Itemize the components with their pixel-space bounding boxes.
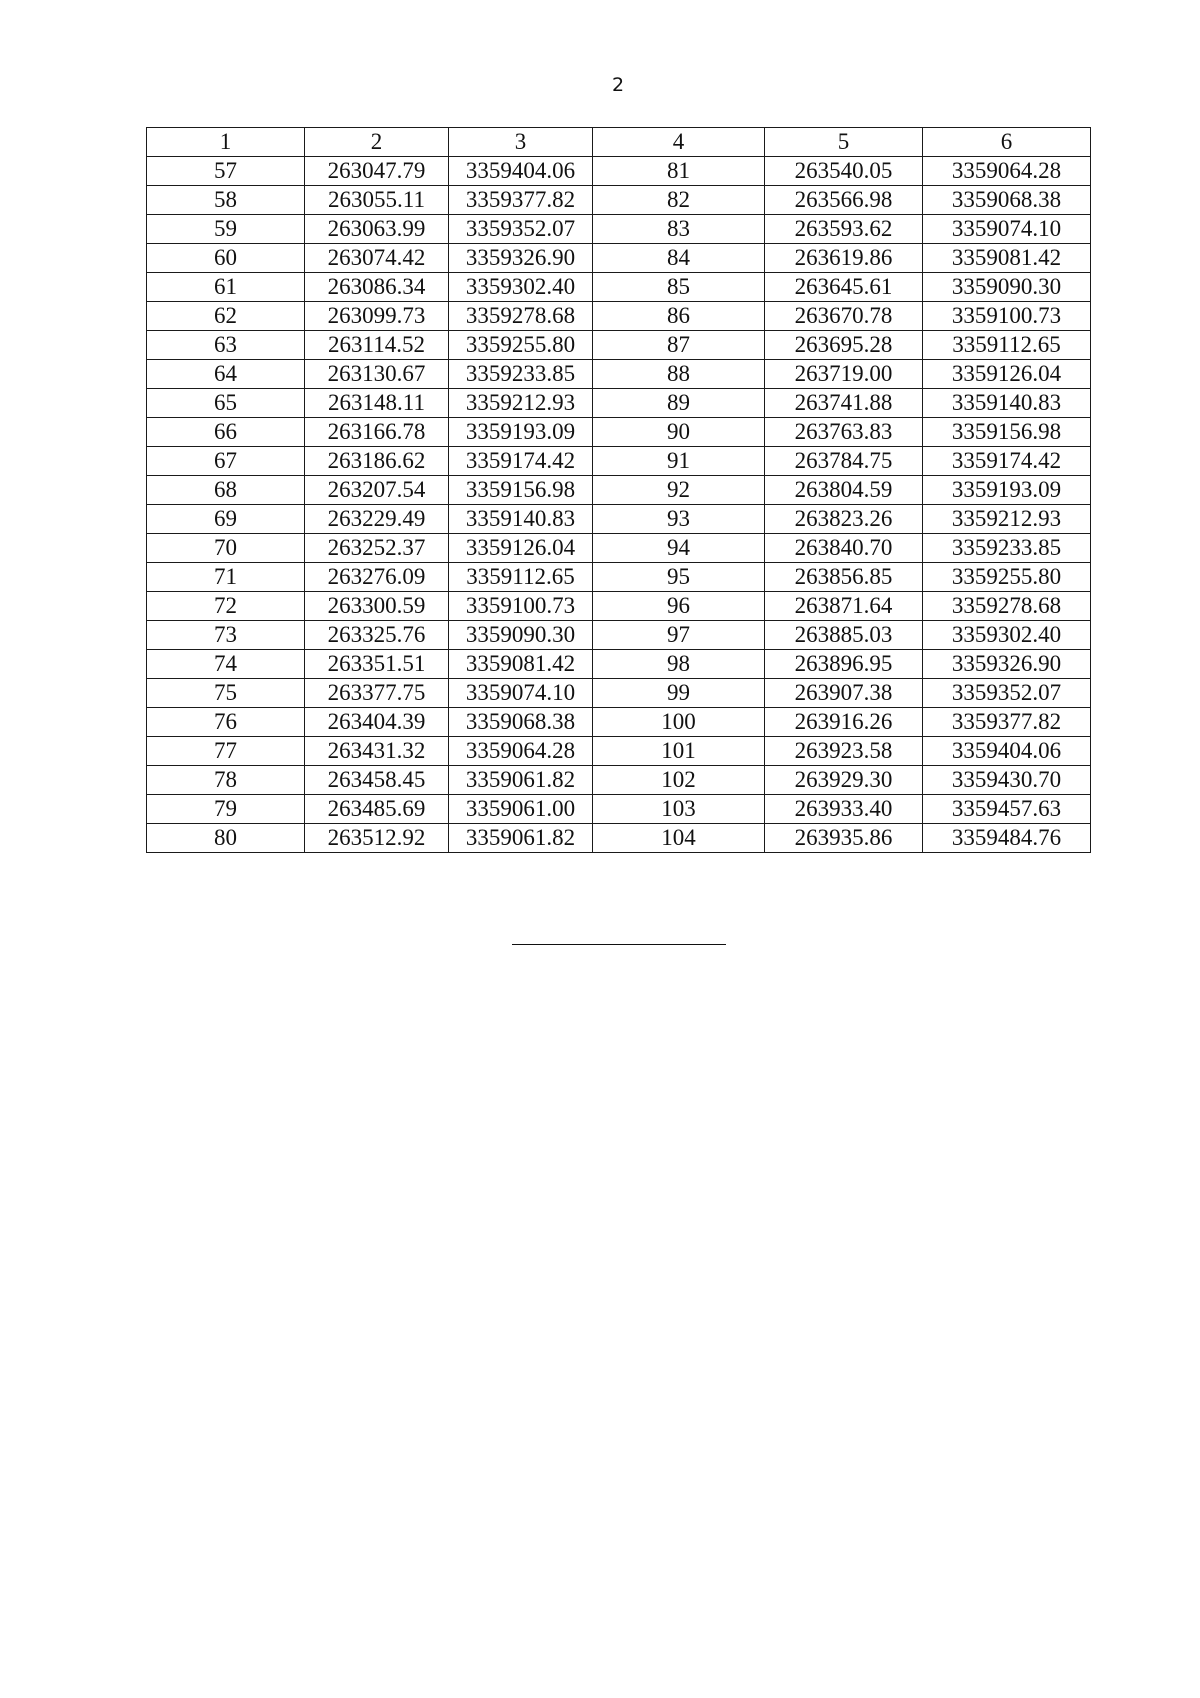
- table-row: [147, 331, 1091, 360]
- table-cell: 66: [147, 418, 305, 447]
- table-cell: 263784.75: [765, 447, 923, 476]
- table-cell: 3359126.04: [449, 534, 593, 563]
- table-cell: 263856.85: [765, 563, 923, 592]
- table-cell: 263619.86: [765, 244, 923, 273]
- table-cell: 63: [147, 331, 305, 360]
- table-cell: 263933.40: [765, 795, 923, 824]
- table-cell: 64: [147, 360, 305, 389]
- table-cell: 263823.26: [765, 505, 923, 534]
- table-cell: 263670.78: [765, 302, 923, 331]
- table-row: [147, 563, 1091, 592]
- table-cell: 263923.58: [765, 737, 923, 766]
- table-cell: 3359074.10: [923, 215, 1091, 244]
- table-cell: 263377.75: [305, 679, 449, 708]
- table-cell: 91: [593, 447, 765, 476]
- table-cell: 3359064.28: [923, 157, 1091, 186]
- table-cell: 263840.70: [765, 534, 923, 563]
- table-cell: 59: [147, 215, 305, 244]
- table-cell: 3359278.68: [449, 302, 593, 331]
- table-cell: 84: [593, 244, 765, 273]
- table-cell: 3359484.76: [923, 824, 1091, 853]
- table-cell: 65: [147, 389, 305, 418]
- table-cell: 3359061.82: [449, 766, 593, 795]
- table-cell: 98: [593, 650, 765, 679]
- table-cell: 3359255.80: [923, 563, 1091, 592]
- table-cell: 69: [147, 505, 305, 534]
- table-cell: 263276.09: [305, 563, 449, 592]
- table-cell: 87: [593, 331, 765, 360]
- table-cell: 3359233.85: [923, 534, 1091, 563]
- table-row: [147, 650, 1091, 679]
- table-cell: 3359326.90: [449, 244, 593, 273]
- table-cell: 263593.62: [765, 215, 923, 244]
- table-cell: 67: [147, 447, 305, 476]
- table-cell: 77: [147, 737, 305, 766]
- table-cell: 71: [147, 563, 305, 592]
- table-cell: 83: [593, 215, 765, 244]
- table-cell: 3359302.40: [449, 273, 593, 302]
- table-row: [147, 708, 1091, 737]
- table-cell: 263148.11: [305, 389, 449, 418]
- table-cell: 60: [147, 244, 305, 273]
- table-cell: 3359068.38: [923, 186, 1091, 215]
- table-cell: 3359278.68: [923, 592, 1091, 621]
- coordinates-table: [146, 127, 1091, 853]
- table-cell: 3359430.70: [923, 766, 1091, 795]
- table-cell: 263047.79: [305, 157, 449, 186]
- table-cell: 75: [147, 679, 305, 708]
- table-cell: 3359061.00: [449, 795, 593, 824]
- table-cell: 3359068.38: [449, 708, 593, 737]
- table-cell: 3359193.09: [923, 476, 1091, 505]
- table-cell: 3359233.85: [449, 360, 593, 389]
- table-cell: 3359112.65: [449, 563, 593, 592]
- table-cell: 263325.76: [305, 621, 449, 650]
- table-cell: 3359074.10: [449, 679, 593, 708]
- table-cell: 3359352.07: [923, 679, 1091, 708]
- table-cell: 3359377.82: [449, 186, 593, 215]
- table-cell: 76: [147, 708, 305, 737]
- table-row: [147, 621, 1091, 650]
- table-cell: 263404.39: [305, 708, 449, 737]
- table-cell: 3359302.40: [923, 621, 1091, 650]
- table-cell: 263086.34: [305, 273, 449, 302]
- table-cell: 85: [593, 273, 765, 302]
- table-cell: 263351.51: [305, 650, 449, 679]
- table-cell: 78: [147, 766, 305, 795]
- table-cell: 74: [147, 650, 305, 679]
- table-cell: 68: [147, 476, 305, 505]
- table-cell: 102: [593, 766, 765, 795]
- table-cell: 263431.32: [305, 737, 449, 766]
- end-of-document-rule: [512, 944, 726, 945]
- column-header: 3: [449, 128, 593, 157]
- table-cell: 81: [593, 157, 765, 186]
- table-row: [147, 737, 1091, 766]
- table-row: [147, 534, 1091, 563]
- table-cell: 100: [593, 708, 765, 737]
- table-cell: 263252.37: [305, 534, 449, 563]
- table-cell: 70: [147, 534, 305, 563]
- table-row: [147, 360, 1091, 389]
- table-cell: 263935.86: [765, 824, 923, 853]
- table-cell: 58: [147, 186, 305, 215]
- table-cell: 263458.45: [305, 766, 449, 795]
- table-cell: 99: [593, 679, 765, 708]
- table-cell: 263763.83: [765, 418, 923, 447]
- table-cell: 263916.26: [765, 708, 923, 737]
- table-cell: 3359126.04: [923, 360, 1091, 389]
- table-cell: 263229.49: [305, 505, 449, 534]
- table-cell: 3359212.93: [923, 505, 1091, 534]
- table-cell: 263741.88: [765, 389, 923, 418]
- table-cell: 62: [147, 302, 305, 331]
- table-cell: 263207.54: [305, 476, 449, 505]
- table-cell: 263485.69: [305, 795, 449, 824]
- table-cell: 61: [147, 273, 305, 302]
- table-cell: 3359255.80: [449, 331, 593, 360]
- table-cell: 263166.78: [305, 418, 449, 447]
- table-row: [147, 592, 1091, 621]
- table-row: [147, 215, 1091, 244]
- table-cell: 3359100.73: [923, 302, 1091, 331]
- table-row: [147, 505, 1091, 534]
- table-cell: 263130.67: [305, 360, 449, 389]
- table-cell: 3359140.83: [923, 389, 1091, 418]
- table-row: [147, 244, 1091, 273]
- table-body: [147, 128, 1091, 853]
- table-cell: 3359457.63: [923, 795, 1091, 824]
- table-cell: 95: [593, 563, 765, 592]
- table-cell: 3359140.83: [449, 505, 593, 534]
- column-header: 5: [765, 128, 923, 157]
- table-cell: 263896.95: [765, 650, 923, 679]
- table-cell: 3359377.82: [923, 708, 1091, 737]
- table-row: [147, 679, 1091, 708]
- table-row: [147, 476, 1091, 505]
- table-cell: 101: [593, 737, 765, 766]
- table-cell: 263300.59: [305, 592, 449, 621]
- table-cell: 263885.03: [765, 621, 923, 650]
- table-row: [147, 273, 1091, 302]
- table-cell: 263114.52: [305, 331, 449, 360]
- table-row: [147, 766, 1091, 795]
- table-cell: 263907.38: [765, 679, 923, 708]
- table-cell: 3359174.42: [923, 447, 1091, 476]
- table-cell: 3359156.98: [923, 418, 1091, 447]
- table-cell: 263645.61: [765, 273, 923, 302]
- table-cell: 3359061.82: [449, 824, 593, 853]
- column-header: 2: [305, 128, 449, 157]
- table-cell: 3359064.28: [449, 737, 593, 766]
- table-cell: 86: [593, 302, 765, 331]
- table-cell: 3359090.30: [449, 621, 593, 650]
- table-row: [147, 389, 1091, 418]
- table-cell: 3359081.42: [923, 244, 1091, 273]
- table-cell: 89: [593, 389, 765, 418]
- table-cell: 90: [593, 418, 765, 447]
- table-cell: 3359404.06: [923, 737, 1091, 766]
- table-cell: 79: [147, 795, 305, 824]
- table-cell: 73: [147, 621, 305, 650]
- table-cell: 80: [147, 824, 305, 853]
- column-header: 4: [593, 128, 765, 157]
- column-header: 6: [923, 128, 1091, 157]
- table-row: [147, 157, 1091, 186]
- table-cell: 97: [593, 621, 765, 650]
- table-cell: 3359112.65: [923, 331, 1091, 360]
- table-cell: 3359352.07: [449, 215, 593, 244]
- table-cell: 96: [593, 592, 765, 621]
- table-cell: 72: [147, 592, 305, 621]
- table-cell: 263055.11: [305, 186, 449, 215]
- table-cell: 92: [593, 476, 765, 505]
- table-cell: 263186.62: [305, 447, 449, 476]
- table-row: [147, 795, 1091, 824]
- table-cell: 103: [593, 795, 765, 824]
- table-row: [147, 302, 1091, 331]
- table-row: [147, 186, 1091, 215]
- table-row: [147, 447, 1091, 476]
- table-cell: 88: [593, 360, 765, 389]
- table-cell: 263929.30: [765, 766, 923, 795]
- table-cell: 3359156.98: [449, 476, 593, 505]
- table-cell: 263695.28: [765, 331, 923, 360]
- table-cell: 263063.99: [305, 215, 449, 244]
- table-cell: 3359193.09: [449, 418, 593, 447]
- table-cell: 263566.98: [765, 186, 923, 215]
- table-cell: 263804.59: [765, 476, 923, 505]
- table-cell: 263074.42: [305, 244, 449, 273]
- table-cell: 3359100.73: [449, 592, 593, 621]
- table-cell: 3359212.93: [449, 389, 593, 418]
- table-cell: 263099.73: [305, 302, 449, 331]
- column-header: 1: [147, 128, 305, 157]
- table-cell: 3359090.30: [923, 273, 1091, 302]
- table-cell: 263871.64: [765, 592, 923, 621]
- table-cell: 57: [147, 157, 305, 186]
- table-row: [147, 418, 1091, 447]
- table-cell: 93: [593, 505, 765, 534]
- table-cell: 263719.00: [765, 360, 923, 389]
- table-cell: 82: [593, 186, 765, 215]
- table-cell: 3359326.90: [923, 650, 1091, 679]
- table-cell: 3359174.42: [449, 447, 593, 476]
- table-cell: 263512.92: [305, 824, 449, 853]
- table-cell: 104: [593, 824, 765, 853]
- table-cell: 263540.05: [765, 157, 923, 186]
- page-number: 2: [611, 74, 625, 96]
- table-cell: 94: [593, 534, 765, 563]
- table-cell: 3359404.06: [449, 157, 593, 186]
- table-cell: 3359081.42: [449, 650, 593, 679]
- table-row: [147, 824, 1091, 853]
- table-header-row: [147, 128, 1091, 157]
